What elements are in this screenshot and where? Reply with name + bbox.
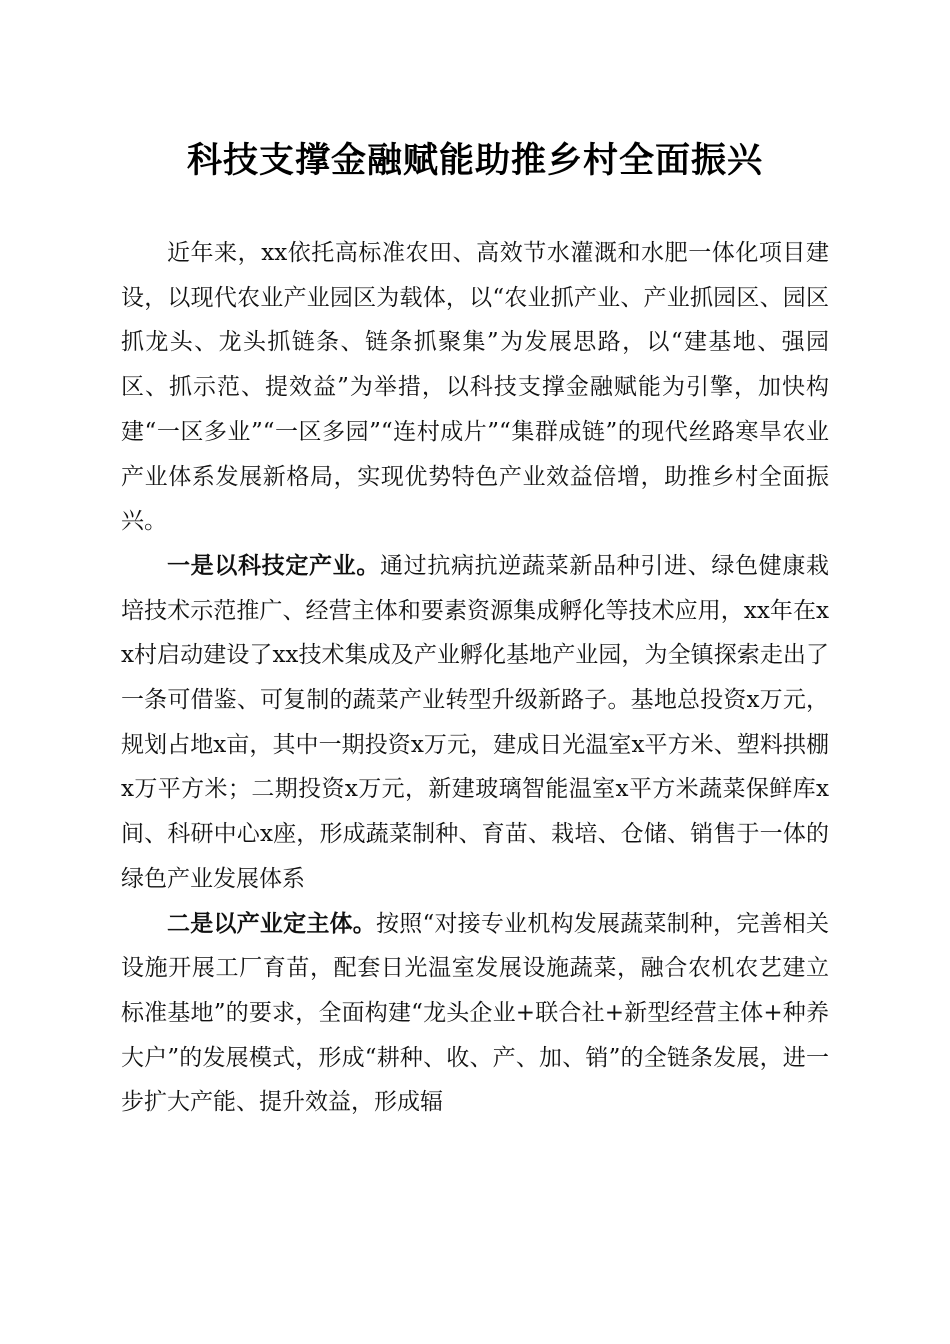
paragraph-industry-subject-lead: 二是以产业定主体。 [167,909,377,937]
paragraph-tech-industry-text: 通过抗病抗逆蔬菜新品种引进、绿色健康栽培技术示范推广、经营主体和要素资源集成孵化等技术应用，xx年在xx村启动建设了xx技术集成及产业孵化基地产业园，为全镇探索走出了一条可借鉴、可复制的蔬菜产业转型升级新路子。基地总投资x万元，规划占地x亩，其中一期投资x万元，建成日光温室x平方米、塑料拱棚x万平方米；二期投资x万元，新建玻璃智能温室x平方米蔬菜保鲜库x间、科研中心x座，形成蔬菜制种、育苗、栽培、仓储、销售于一体的绿色产业发展体系 [121,552,830,892]
paragraph-intro-text: 近年来，xx依托高标准农田、高效节水灌溉和水肥一体化项目建设，以现代农业产业园区为载体，以“农业抓产业、产业抓园区、园区抓龙头、龙头抓链条、链条抓聚集”为发展思路，以“建基地、强园区、抓示范、提效益”为举措，以科技支撑金融赋能为引擎，加快构建“一区多业”“一区多园”“连村成片”“集群成链”的现代丝路寒旱农业产业体系发展新格局，实现优势特色产业效益倍增，助推乡村全面振兴。 [121,240,829,535]
paragraph-industry-subject-text: 按照“对接专业机构发展蔬菜制种，完善相关设施开展工厂育苗，配套日光温室发展设施蔬菜，融合农机农艺建立标准基地”的要求，全面构建“龙头企业+联合社+新型经营主体+种养大户”的发展模式，形成“耕种、收、产、加、销”的全链条发展，进一步扩大产能、提升效益，形成辐 [121,910,830,1116]
document-title: 科技支撑金融赋能助推乡村全面振兴 [186,140,763,181]
paragraph-tech-industry-lead: 一是以科技定产业。 [167,551,380,579]
paragraph-tech-industry [121,544,829,902]
paragraph-intro [121,231,829,544]
paragraph-industry-subject [121,902,829,1126]
document-body [121,231,829,1125]
